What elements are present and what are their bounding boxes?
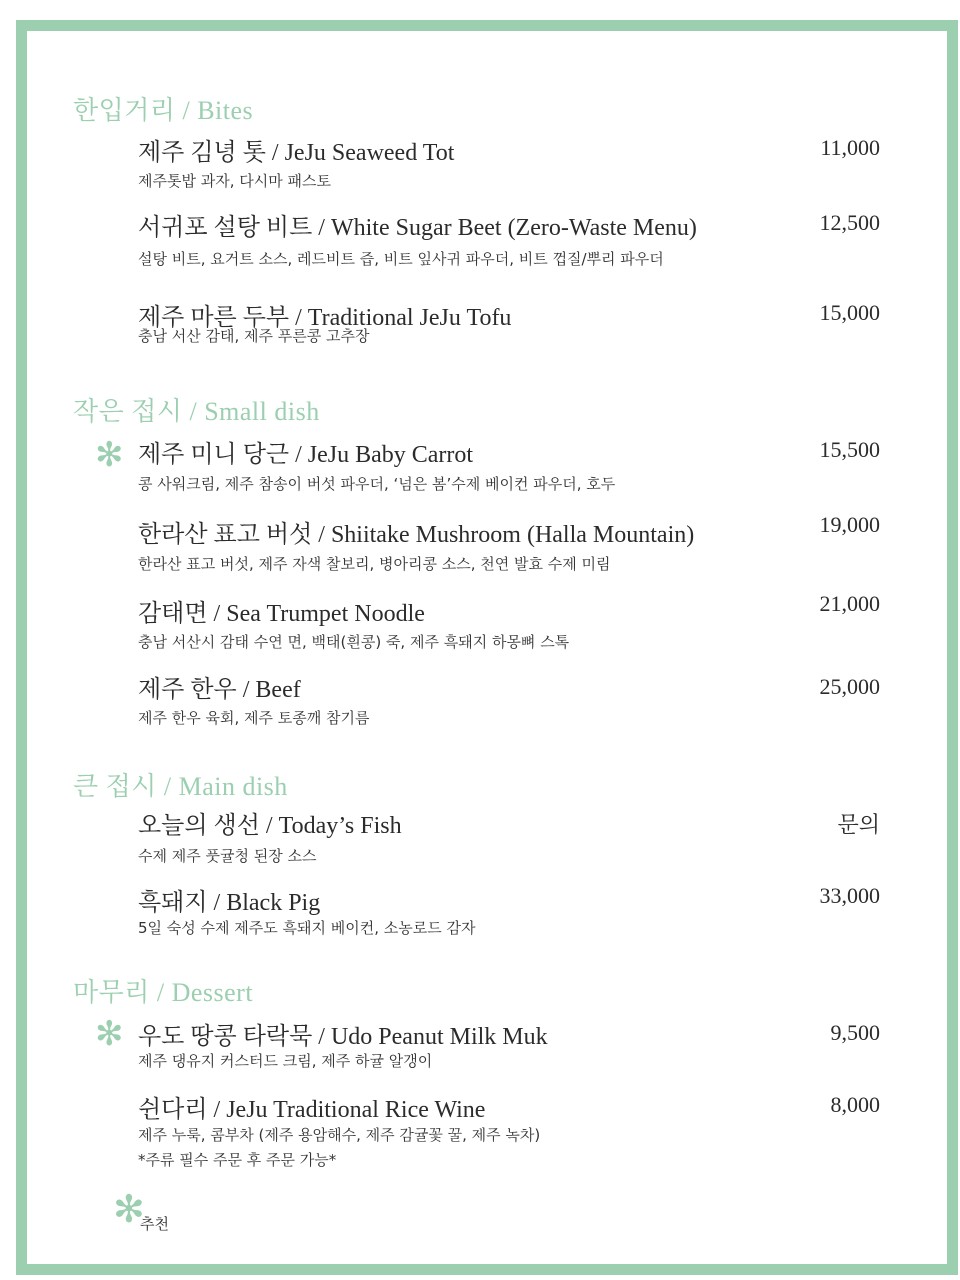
asterisk-icon: ✻	[113, 1187, 145, 1231]
menu-item-name: 제주 한우 / Beef	[138, 677, 301, 703]
menu-item-name: 우도 땅콩 타락묵 / Udo Peanut Milk Muk	[138, 1024, 548, 1050]
menu-item-desc: 설탕 비트, 요거트 소스, 레드비트 즙, 비트 잎사귀 파우더, 비트 껍질/뿌리 파우더	[138, 250, 664, 268]
menu-item-desc: 한라산 표고 버섯, 제주 자색 찰보리, 병아리콩 소스, 천연 발효 수제 미림	[138, 555, 611, 573]
menu-item-desc: 수제 제주 풋귤청 된장 소스	[138, 847, 317, 865]
menu-item-name: 제주 김녕 톳 / JeJu Seaweed Tot	[138, 140, 455, 166]
menu-item-price: 문의	[837, 812, 880, 837]
section-title-main-dish: 큰 접시 / Main dish	[73, 772, 288, 801]
menu-item-price: 33,000	[819, 883, 880, 908]
menu-item-price: 19,000	[819, 512, 880, 537]
menu-item-price: 12,500	[819, 210, 880, 235]
asterisk-icon: ✻	[95, 1014, 124, 1054]
menu-item-name: 흑돼지 / Black Pig	[138, 890, 321, 916]
menu-item-name: 오늘의 생선 / Today’s Fish	[138, 813, 402, 839]
menu-item-price: 15,000	[819, 300, 880, 325]
menu-item-desc: 콩 사워크림, 제주 참송이 버섯 파우더, ‘넘은 봄’수제 베이컨 파우더, 호두	[138, 475, 616, 493]
asterisk-icon: ✻	[95, 435, 124, 475]
menu-item-price: 9,500	[830, 1020, 880, 1045]
menu-item-desc: 5일 숙성 수제 제주도 흑돼지 베이컨, 소농로드 감자	[138, 919, 476, 937]
menu-item-desc: 제주 한우 육회, 제주 토종깨 참기름	[138, 709, 370, 727]
menu-item-price: 25,000	[819, 674, 880, 699]
menu-item-price: 8,000	[830, 1092, 880, 1117]
section-title-bites: 한입거리 / Bites	[73, 96, 254, 125]
menu-item-price: 21,000	[819, 591, 880, 616]
menu-item-name: 쉰다리 / JeJu Traditional Rice Wine	[138, 1097, 486, 1123]
menu-item-price: 15,500	[819, 437, 880, 462]
menu-item-desc: 제주 누룩, 콤부차 (제주 용암해수, 제주 감귤꽃 꿀, 제주 녹차)	[138, 1126, 541, 1144]
menu-item-name: 서귀포 설탕 비트 / White Sugar Beet (Zero-Waste Menu)	[138, 215, 697, 241]
menu-item-name: 감태면 / Sea Trumpet Noodle	[138, 601, 425, 627]
menu-item-note: *주류 필수 주문 후 주문 가능*	[138, 1151, 337, 1169]
menu-item-price: 11,000	[820, 135, 880, 160]
menu-item-name: 제주 마른 두부 / Traditional JeJu Tofu	[138, 305, 512, 331]
section-title-small-dish: 작은 접시 / Small dish	[73, 397, 320, 426]
menu-item-name: 제주 미니 당근 / JeJu Baby Carrot	[138, 442, 474, 468]
menu-item-name: 한라산 표고 버섯 / Shiitake Mushroom (Halla Mountain)	[138, 522, 695, 548]
menu-item-desc: 충남 서산 감태, 제주 푸른콩 고추장	[138, 327, 370, 345]
menu-item-desc: 제주 댕유지 커스터드 크림, 제주 하귤 알갱이	[138, 1052, 433, 1070]
menu-item-desc: 충남 서산시 감태 수연 면, 백태(흰콩) 죽, 제주 흑돼지 하몽뼈 스톡	[138, 633, 570, 651]
menu-item-desc: 제주톳밥 과자, 다시마 패스토	[138, 172, 331, 190]
section-title-dessert: 마무리 / Dessert	[73, 978, 254, 1007]
recommend-legend-label: 추천	[140, 1215, 169, 1233]
